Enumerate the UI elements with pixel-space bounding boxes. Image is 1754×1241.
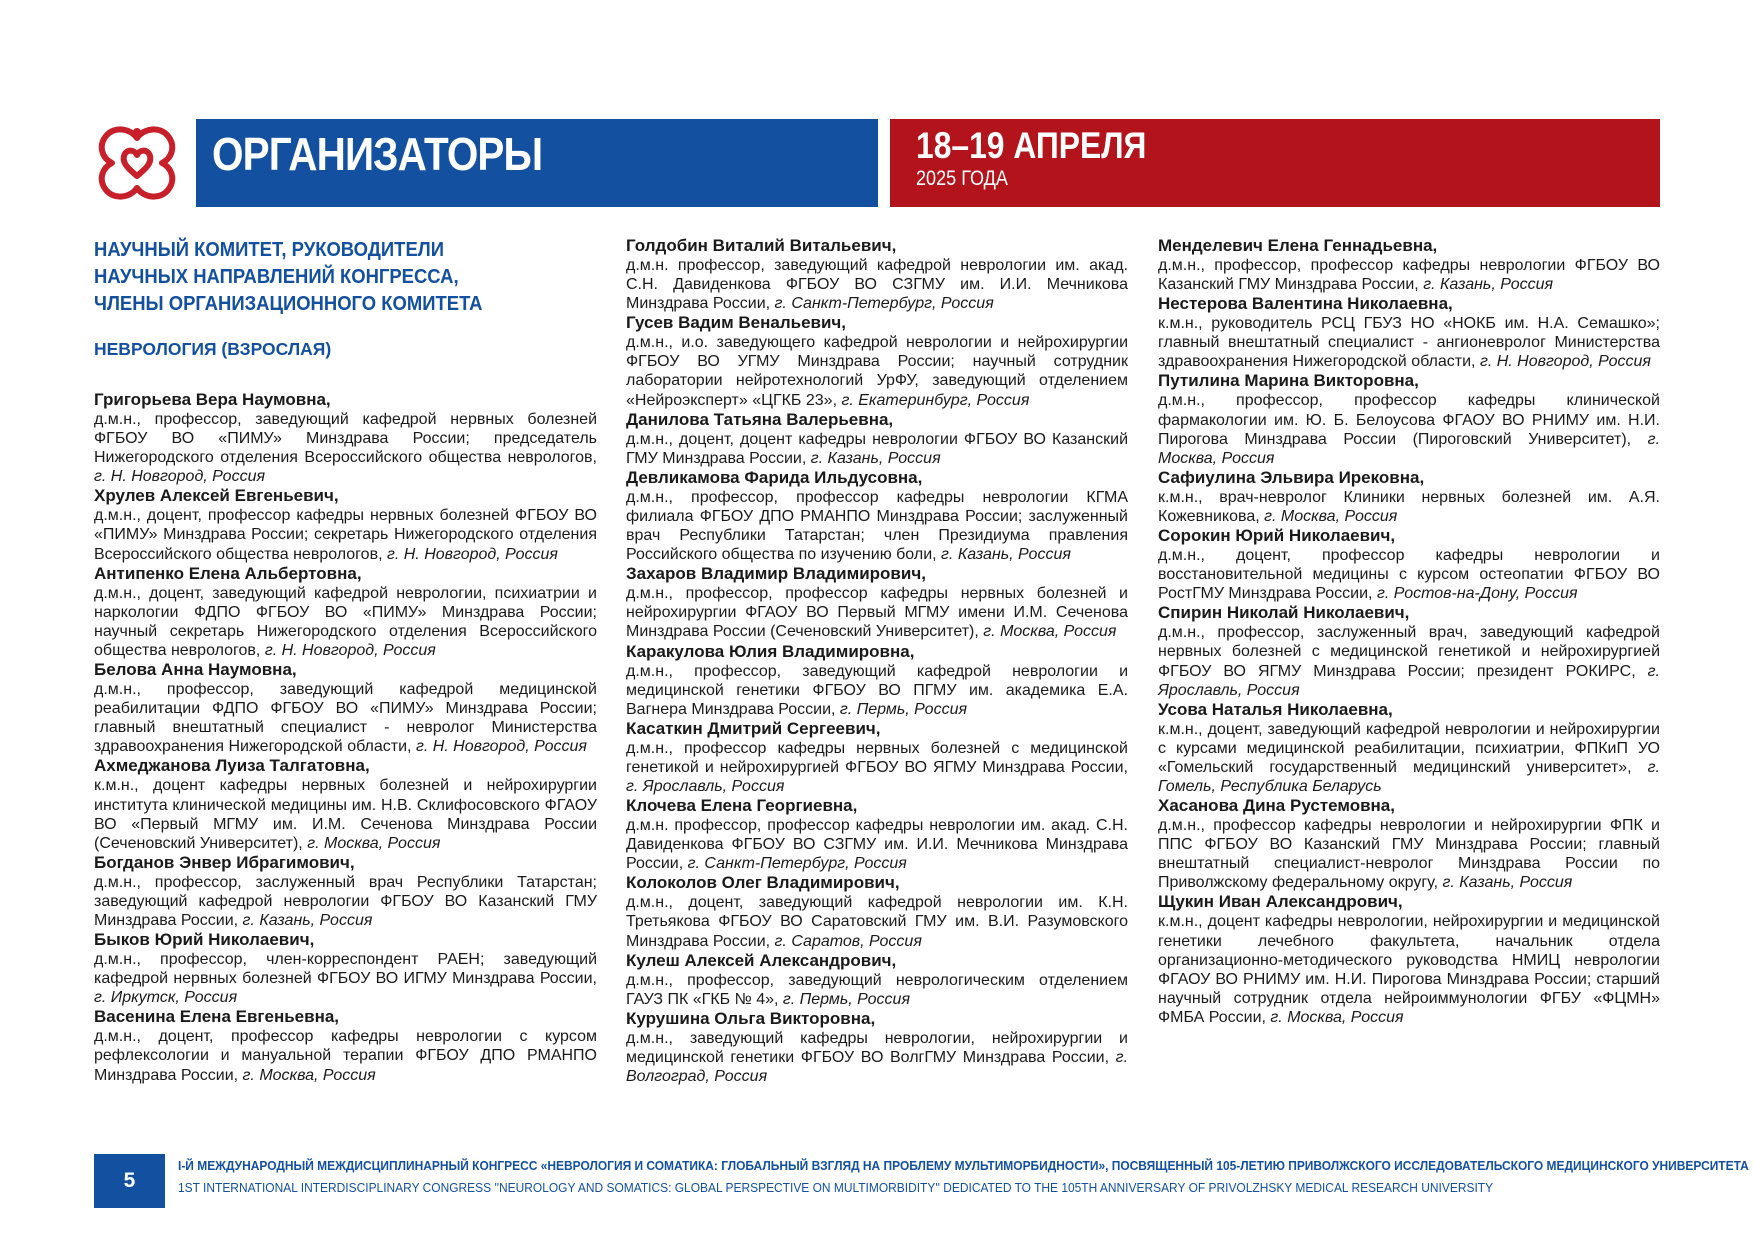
person-city: г. Иркутск, Россия	[94, 989, 238, 1007]
person-name: Хрулев Алексей Евгеньевич,	[94, 486, 339, 506]
person-name: Путилина Марина Викторовна,	[1158, 371, 1419, 391]
person-description: д.м.н., профессор, профессор кафедры клинической фармакологии им. Ю. Б. Белоусова ФГАОУ ВО РНИМУ им. Н.И. Пирогова Минздрава России (Пироговский Университет), г. Москва, Россия	[1158, 392, 1661, 467]
person-description: к.м.н., доцент, заведующий кафедрой неврологии и нейрохирургии с курсами медицинской реабилитации, психиатрии, ФПКиП УО «Гомельский государственный медицинский университет», г. Гомель, Республика Беларусь	[1158, 720, 1660, 795]
person-description: д.м.н., профессор, профессор кафедры неврологии ФГБОУ ВО Казанский ГМУ Минздрава России, г. Казань, Россия	[1158, 257, 1660, 294]
event-date: 18–19 АПРЕЛЯ	[916, 125, 1147, 166]
person-name: Клочева Елена Георгиевна,	[626, 796, 858, 816]
person-description: д.м.н., доцент, заведующий кафедрой неврологии им. К.Н. Третьякова ФГБОУ ВО Саратовский ГМУ им. В.И. Разумовского Минздрава России, г. Саратов, Россия	[626, 894, 1128, 950]
column-1	[94, 236, 597, 1085]
person-city: г. Пермь, Россия	[839, 700, 968, 718]
person-description: д.м.н., профессор, заведующий неврологическим отделением ГАУЗ ПК «ГКБ № 4», г. Пермь, Россия	[626, 971, 1128, 1008]
person-name: Усова Наталья Николаевна,	[1158, 699, 1393, 719]
person-description: д.м.н., заведующий кафедры неврологии, нейрохирургии и медицинской генетики ФГБОУ ВО ВолгГМУ Минздрава России, г. Волгоград, Россия	[626, 1029, 1129, 1085]
person-name: Нестерова Валентина Николаевна,	[1158, 294, 1453, 314]
title-banner	[196, 119, 878, 207]
person-name: Сорокин Юрий Николаевич,	[1158, 526, 1396, 546]
person-description: д.м.н., профессор кафедры неврологии и нейрохирургии ФПК и ППС ФГБОУ ВО Казанский ГМУ Минздрава России; главный внештатный специалист-невролог Минздрава России по Приволжскому федеральному округу, г. Казань, Россия	[1158, 817, 1660, 892]
column-3	[1158, 236, 1660, 1027]
person-description: к.м.н., врач-невролог Клиники нервных болезней им. А.Я. Кожевникова, г. Москва, Россия	[1158, 488, 1660, 525]
person-entry	[1158, 371, 1660, 467]
person-city: г. Москва, Россия	[983, 623, 1117, 641]
person-description: д.м.н., и.о. заведующего кафедрой неврологии и нейрохирургии ФГБОУ ВО УГМУ Минздрава России; научный сотрудник лаборатории нейротехнологий УрФУ, заведующий отделением «Нейроэксперт» «ЦГКБ 23», г. Екатеринбург, Россия	[626, 334, 1128, 409]
person-city: г. Казань, Россия	[1423, 276, 1554, 294]
person-description: д.м.н., доцент, профессор кафедры нервных болезней ФГБОУ ВО «ПИМУ» Минздрава России; секретарь Нижегородского отделения Всероссийского общества неврологов, г. Н. Новгород, Россия	[94, 507, 597, 563]
person-city: г. Саратов, Россия	[774, 932, 922, 950]
person-entry	[1158, 796, 1660, 892]
person-name: Каракулова Юлия Владимировна,	[626, 641, 915, 661]
congress-title-en: 1ST INTERNATIONAL INTERDISCIPLINARY CONGRESS ''NEUROLOGY AND SOMATICS: GLOBAL PERSPECTIVE ON MULTIMORBIDITY'' DEDICATED TO THE 105TH ANNIVERSARY OF PRIVOLZHSKY MEDICAL RESEARCH UNIVERSITY	[178, 1181, 1494, 1195]
person-city: г. Ярославль, Россия	[1158, 662, 1660, 699]
person-description: д.м.н. профессор, профессор кафедры неврологии им. акад. С.Н. Давиденкова ФГБОУ ВО СЗГМУ им. И.И. Мечникова Минздрава России, г. Санкт-Петербург, Россия	[626, 817, 1128, 873]
person-name: Васенина Елена Евгеньевна,	[94, 1007, 340, 1027]
person-entry	[626, 564, 1128, 641]
page-title: ОРГАНИЗАТОРЫ	[212, 128, 543, 180]
person-entry	[1158, 700, 1660, 796]
person-entry	[94, 564, 597, 660]
person-description: д.м.н. профессор, заведующий кафедрой неврологии им. акад. С.Н. Давиденкова ФГБОУ ВО СЗГМУ им. И.И. Мечникова Минздрава России, г. Санкт-Петербург, Россия	[626, 257, 1128, 313]
person-entry	[626, 642, 1128, 719]
person-city: г. Ярославль, Россия	[626, 777, 785, 795]
person-entry	[94, 1007, 597, 1084]
person-entry	[626, 951, 1128, 1009]
person-entry	[1158, 468, 1660, 526]
person-name: Захаров Владимир Владимирович,	[626, 564, 926, 584]
person-name: Спирин Николай Николаевич,	[1158, 603, 1410, 623]
person-name: Григорьева Вера Наумовна,	[94, 390, 331, 409]
person-description: д.м.н., профессор, профессор кафедры нервных болезней и нейрохирургии ФГАОУ ВО Первый МГМУ имени И.М. Сеченова Минздрава России (Сеченовский Университет), г. Москва, Россия	[626, 585, 1128, 641]
person-entry	[626, 410, 1128, 468]
person-name: Данилова Татьяна Валерьевна,	[626, 409, 894, 429]
person-city: г. Москва, Россия	[1158, 430, 1661, 467]
person-city: г. Казань, Россия	[242, 911, 373, 929]
person-city: г. Пермь, Россия	[782, 990, 910, 1008]
person-city: г. Москва, Россия	[1264, 507, 1398, 525]
person-entry	[1158, 526, 1660, 603]
person-description: д.м.н., профессор, член-корреспондент РАЕН; заведующий кафедрой нервных болезней ФГБОУ ВО ИГМУ Минздрава России, г. Иркутск, Россия	[94, 951, 597, 1007]
person-entry	[626, 468, 1128, 564]
person-name: Курушина Ольга Викторовна,	[626, 1008, 876, 1028]
person-description: д.м.н., профессор, заведующий кафедрой неврологии и медицинской генетики ФГБОУ ВО ПГМУ им. академика Е.А. Вагнера Минздрава России, г. Пермь, Россия	[626, 662, 1128, 718]
person-entry	[94, 486, 597, 563]
person-city: г. Казань, Россия	[810, 449, 941, 467]
person-name: Голдобин Виталий Витальевич,	[626, 236, 897, 255]
person-entry	[94, 853, 597, 930]
congress-logo	[92, 118, 182, 208]
person-entry	[94, 660, 597, 756]
committee-heading: НАУЧНЫЙ КОМИТЕТ, РУКОВОДИТЕЛИ НАУЧНЫХ НАПРАВЛЕНИЙ КОНГРЕССА, ЧЛЕНЫ ОРГАНИЗАЦИОННОГО КОМИТЕТА	[94, 238, 483, 315]
person-entry	[626, 236, 1128, 313]
person-city: г. Екатеринбург, Россия	[841, 391, 1030, 409]
person-name: Кулеш Алексей Александрович,	[626, 950, 897, 970]
person-city: г. Н. Новгород, Россия	[386, 545, 558, 563]
person-description: д.м.н., профессор, заслуженный врач, заведующий кафедрой нервных болезней с медицинской генетикой и нейрохирургией ФГБОУ ВО ЯГМУ Минздрава России; президент РОКИРС, г. Ярославль, Россия	[1158, 624, 1660, 699]
person-entry	[626, 1009, 1128, 1086]
congress-title-ru: I-Й МЕЖДУНАРОДНЫЙ МЕЖДИСЦИПЛИНАРНЫЙ КОНГРЕСС «НЕВРОЛОГИЯ И СОМАТИКА: ГЛОБАЛЬНЫЙ ВЗГЛЯД НА ПРОБЛЕМУ МУЛЬТИМОРБИДНОСТИ», ПОСВЯЩЕННЫЙ 105-ЛЕТИЮ ПРИВОЛЖСКОГО ИССЛЕДОВАТЕЛЬСКОГО МЕДИЦИНСКОГО УНИВЕРСИТЕТА	[178, 1159, 1749, 1173]
person-city: г. Казань, Россия	[1442, 874, 1573, 892]
person-city: г. Н. Новгород, Россия	[415, 738, 587, 756]
person-name: Ахмеджанова Луиза Талгатовна,	[94, 756, 370, 776]
person-description: к.м.н., доцент кафедры неврологии, нейрохирургии и медицинской генетики лечебного факультета, начальник отдела организационно-методического руководства НМИЦ неврологии ФГАОУ ВО РНИМУ им. Н.И. Пирогова Минздрава России; старший научный сотрудник отдела нейроиммунологии ФГБУ «ФЦМН» ФМБА России, г. Москва, Россия	[1158, 913, 1660, 1026]
person-name: Гусев Вадим Венальевич,	[626, 313, 847, 333]
person-description: д.м.н., доцент, профессор кафедры неврологии и восстановительной медицины с курсом остеопатии ФГБОУ ВО РостГМУ Минздрава России, г. Ростов-на-Дону, Россия	[1158, 547, 1660, 603]
person-description: д.м.н., профессор, заведующий кафедрой медицинской реабилитации ФДПО ФГБОУ ВО «ПИМУ» Минздрава России; главный внештатный специалист - невролог Министерства здравоохранения Нижегородской области, г. Н. Новгород, Россия	[94, 681, 597, 756]
section-title: НЕВРОЛОГИЯ (ВЗРОСЛАЯ)	[94, 339, 332, 359]
person-description: д.м.н., профессор, профессор кафедры неврологии КГМА филиала ФГБОУ ДПО РМАНПО Минздрава России; заслуженный врач Республики Татарстан; член Президиума правления Российского общества по изучению боли, г. Казань, Россия	[626, 488, 1128, 564]
person-city: г. Санкт-Петербург, Россия	[774, 295, 994, 313]
person-description: д.м.н., профессор, заслуженный врач Республики Татарстан; заведующий кафедрой неврологии ФГБОУ ВО Казанский ГМУ Минздрава России, г. Казань, Россия	[94, 873, 597, 929]
person-entry	[94, 390, 597, 486]
person-name: Быков Юрий Николаевич,	[94, 930, 315, 950]
person-description: д.м.н., доцент, заведующий кафедрой неврологии, психиатрии и наркологии ФДПО ФГБОУ ВО «ПИМУ» Минздрава России; научный секретарь Нижегородского отделения Всероссийского общества неврологов, г. Н. Новгород, Россия	[94, 584, 597, 659]
person-entry	[1158, 892, 1660, 1027]
column-2	[626, 236, 1128, 1086]
person-name: Хасанова Дина Рустемовна,	[1158, 796, 1395, 816]
person-name: Девликамова Фарида Ильдусовна,	[626, 467, 923, 487]
person-city: г. Москва, Россия	[307, 834, 441, 852]
person-entry	[626, 873, 1128, 950]
person-city: г. Санкт-Петербург, Россия	[687, 855, 907, 873]
person-name: Сафиулина Эльвира Ирековна,	[1158, 467, 1425, 487]
person-name: Колоколов Олег Владимирович,	[626, 873, 900, 893]
person-entry	[626, 796, 1128, 873]
person-city: г. Казань, Россия	[941, 546, 1071, 564]
person-entry	[94, 930, 597, 1007]
person-description: д.м.н., профессор кафедры нервных болезней с медицинской генетикой и нейрохирургией ФГБОУ ВО ЯГМУ Минздрава России, г. Ярославль, Россия	[626, 739, 1128, 795]
person-description: к.м.н., доцент кафедры нервных болезней и нейрохирургии института клинической медицины им. Н.В. Склифосовского ФГАОУ ВО «Первый МГМУ им. И.М. Сеченова Минздрава России (Сеченовский Университет), г. Москва, Россия	[94, 777, 597, 852]
person-city: г. Н. Новгород, Россия	[264, 641, 436, 659]
person-city: г. Гомель, Республика Беларусь	[1158, 758, 1660, 795]
person-city: г. Ростов-на-Дону, Россия	[1376, 585, 1578, 603]
person-description: д.м.н., доцент, профессор кафедры неврологии с курсом рефлексологии и мануальной терапии ФГБОУ ДПО РМАНПО Минздрава России, г. Москва, Россия	[94, 1028, 597, 1084]
person-description: д.м.н., доцент, доцент кафедры неврологии ФГБОУ ВО Казанский ГМУ Минздрава России, г. Казань, Россия	[626, 430, 1128, 467]
person-entry	[1158, 294, 1660, 371]
person-description: к.м.н., руководитель РСЦ ГБУЗ НО «НОКБ им. Н.А. Семашко»; главный внештатный специалист - ангионевролог Министерства здравоохранения Нижегородской области, г. Н. Новгород, Россия	[1158, 315, 1660, 371]
person-description: д.м.н., профессор, заведующий кафедрой нервных болезней ФГБОУ ВО «ПИМУ» Минздрава России; председатель Нижегородского отделения Всероссийского общества неврологов, г. Н. Новгород, Россия	[94, 411, 597, 486]
person-name: Менделевич Елена Геннадьевна,	[1158, 236, 1438, 255]
date-banner	[890, 119, 1660, 207]
person-entry	[626, 719, 1128, 796]
person-name: Богданов Энвер Ибрагимович,	[94, 852, 355, 872]
person-entry	[1158, 236, 1660, 294]
event-year: 2025 ГОДА	[916, 167, 1008, 190]
person-city: г. Н. Новгород, Россия	[94, 468, 266, 486]
person-entry	[1158, 603, 1660, 699]
person-city: г. Москва, Россия	[242, 1066, 376, 1084]
person-city: г. Н. Новгород, Россия	[1479, 353, 1651, 371]
person-city: г. Москва, Россия	[1270, 1008, 1404, 1026]
person-name: Щукин Иван Александрович,	[1158, 892, 1403, 912]
person-name: Касаткин Дмитрий Сергеевич,	[626, 718, 881, 738]
person-city: г. Волгоград, Россия	[626, 1048, 1129, 1085]
person-entry	[626, 313, 1128, 409]
person-entry	[94, 756, 597, 852]
page-number: 5	[94, 1154, 165, 1208]
person-name: Антипенко Елена Альбертовна,	[94, 563, 362, 583]
person-name: Белова Анна Наумовна,	[94, 660, 297, 680]
